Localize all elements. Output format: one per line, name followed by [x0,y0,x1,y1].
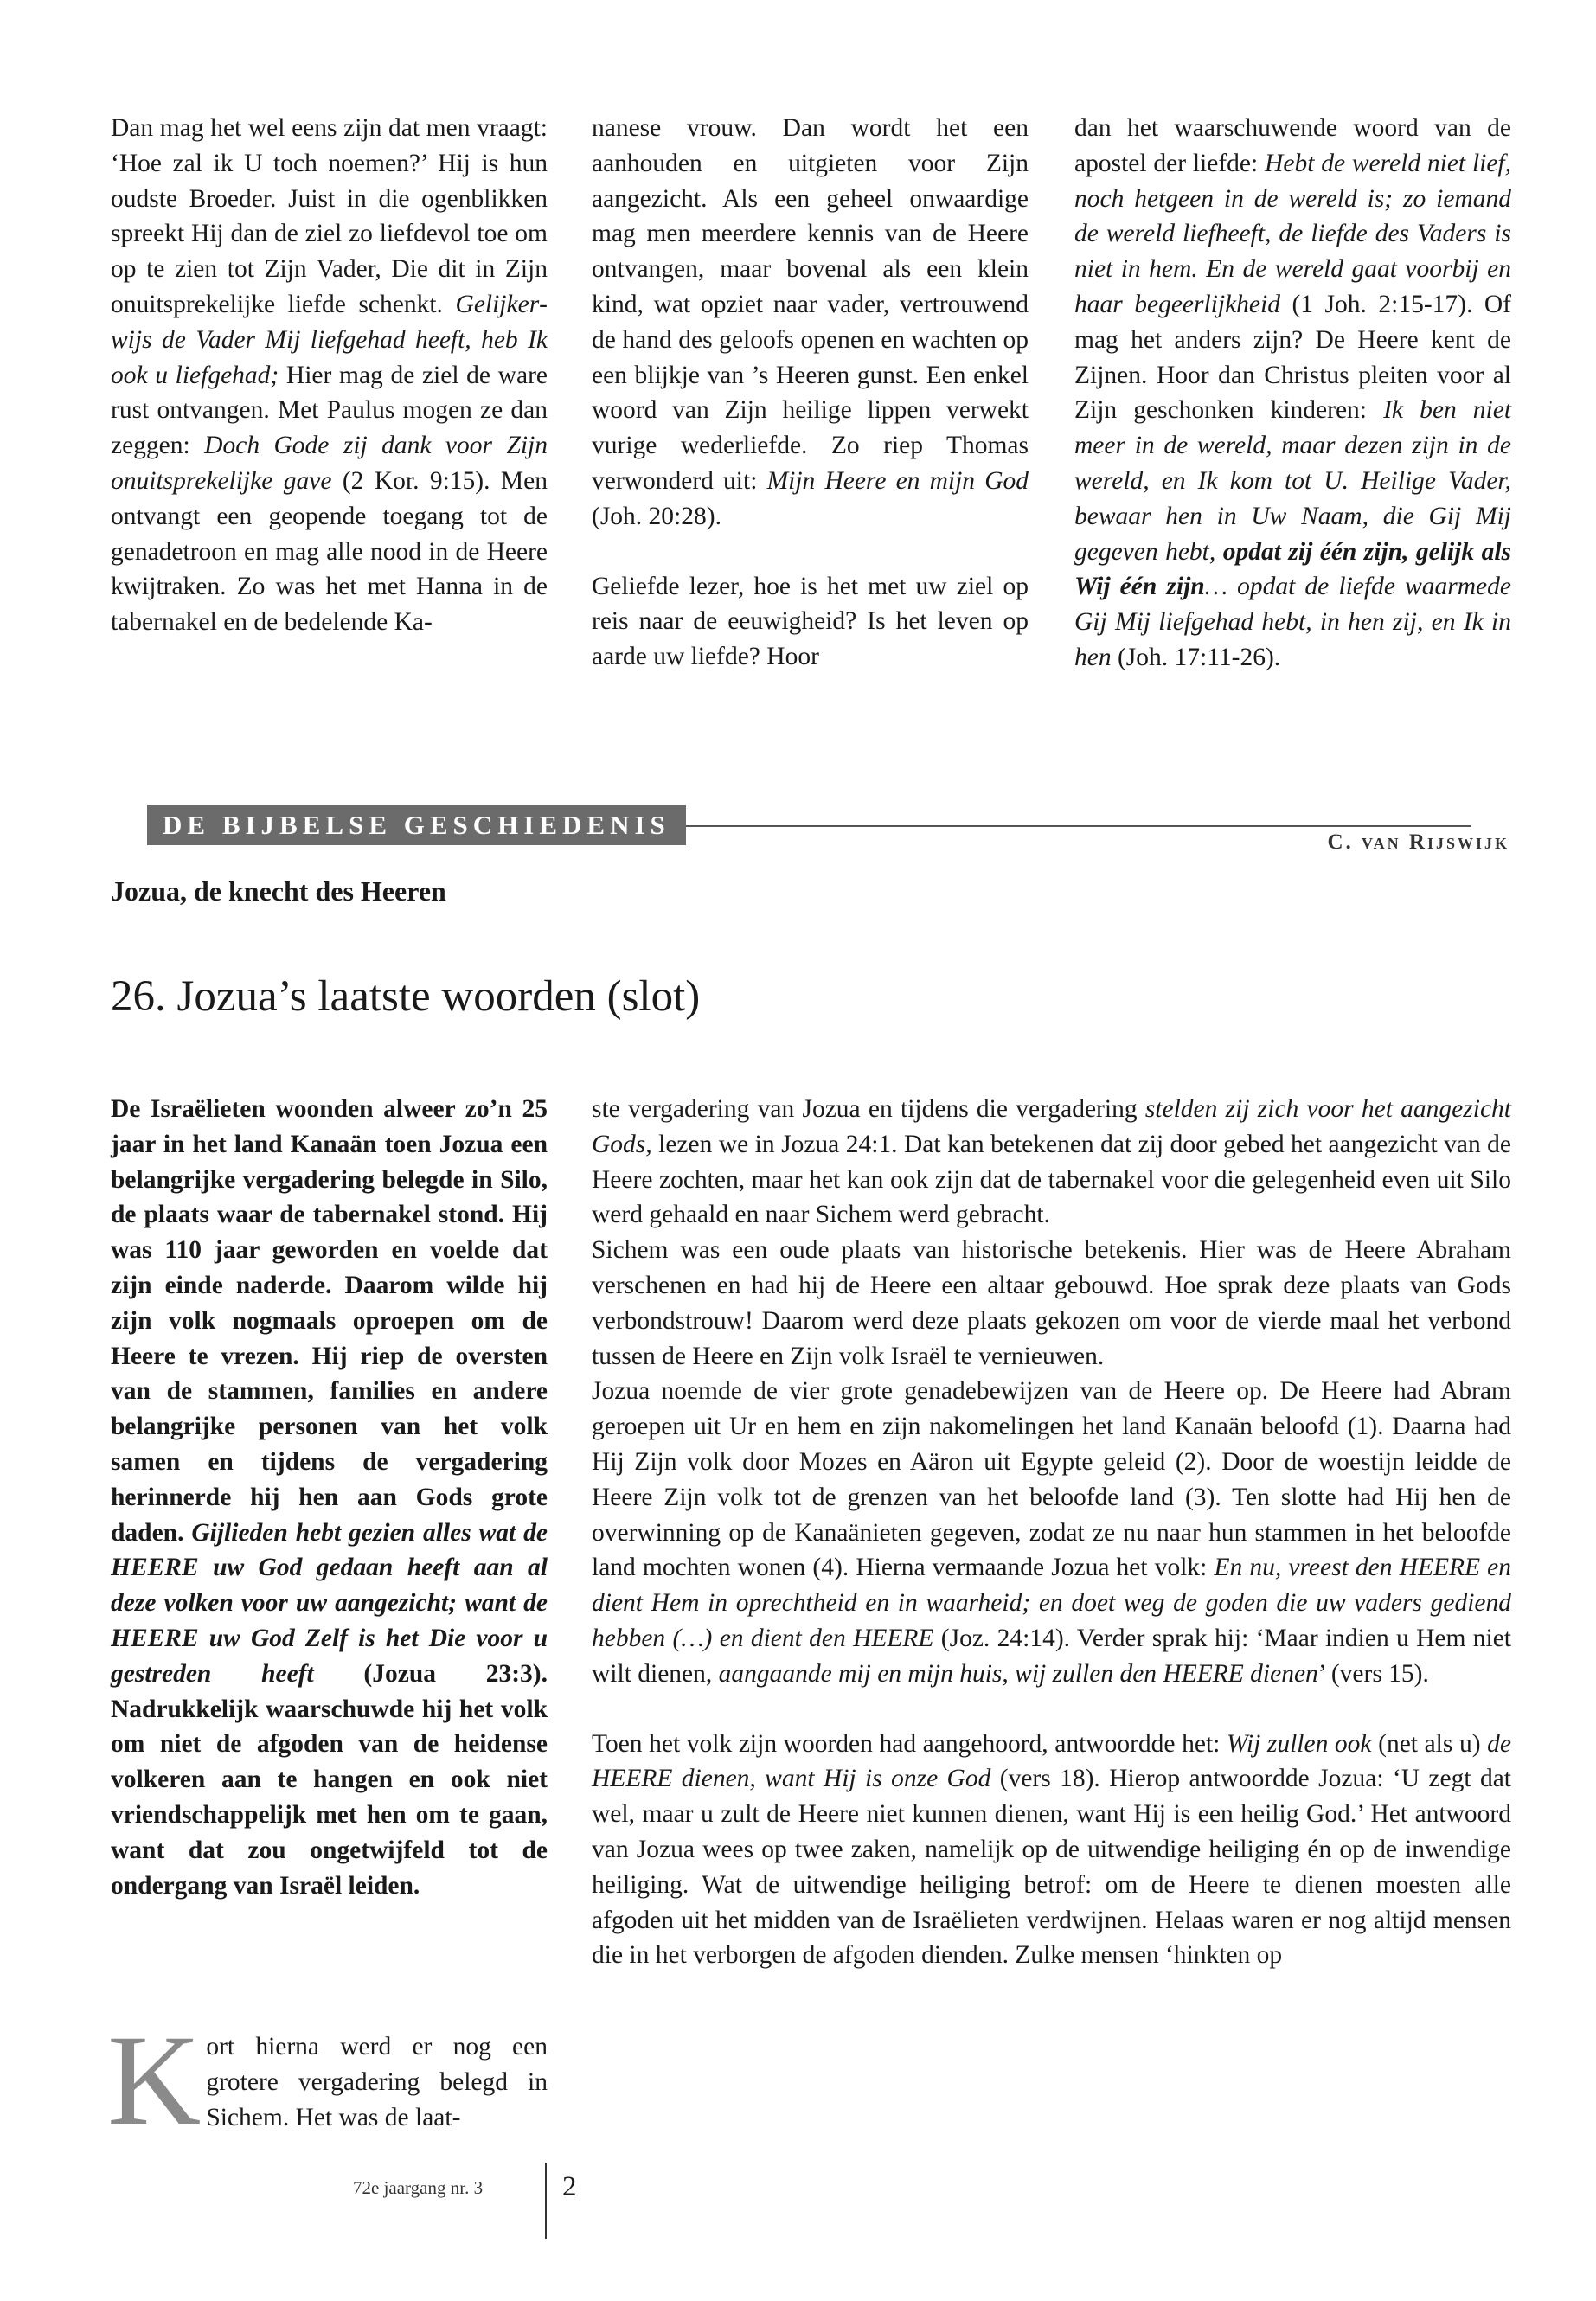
footer-divider [545,2163,547,2239]
paragraph: Sichem was een oude plaats van historische betekenis. Hier was de Heere Abraham verschenen en had hij de Heere een altaar gebouwd. Hoe sprak deze plaats van Gods verbondstrouw! Daarom werd deze plaats gekozen om voor de vierde maal het verbond tussen de Heere en Zijn volk Israël te vernieuwen. [592,1236,1511,1370]
paragraph: Geliefde lezer, hoe is het met uw ziel op reis naar de eeuwigheid? Is het leven op aarde uw liefde? Hoor [592,572,1029,671]
article-lead: De Israëlieten woonden alweer zo’n 25 jaar in het land Kanaän toen Jozua een belangrijke vergadering belegde in Silo, de plaats waar de tabernakel stond. Hij was 110 jaar geworden en voelde dat zijn einde naderde. Daarom wilde hij zijn volk nogmaals oproepen om de Heere te vrezen. Hij riep de oversten van de stammen, families en andere belangrijke personen van het volk samen en tijdens de vergadering herinnerde hij hen aan Gods grote daden. Gijlieden hebt gezien alles wat de HEERE uw God gedaan heeft aan al deze volken voor uw aangezicht; want de HEERE uw God Zelf is het Die voor u gestreden heeft (Jozua 23:3). Nadrukkelijk waarschuwde hij het volk om niet de afgoden van de heidense volkeren aan te hangen en ook niet vriendschappelijk met hen om te gaan, want dat zou ongetwijfeld tot de ondergang van Israël leiden. [111,1095,548,1900]
top-column-3 [1074,111,1511,676]
drop-cap: K [107,2009,202,2152]
top-column-2 [592,111,1029,675]
paragraph: Dan mag het wel eens zijn dat men vraagt: ‘Hoe zal ik U toch noemen?’ Hij is hun oudste Broeder. Juist in die ogenblikken spreekt Hij dan de ziel zo liefdevol toe om op te zien tot Zijn Vader, Die dit in Zijn onuitsprekelijke liefde schenkt. Gelijkerwijs de Vader Mij liefgehad heeft, heb Ik ook u liefgehad; Hier mag de ziel de ware rust ontvangen. Met Paulus mogen ze dan zeggen: Doch Gode zij dank voor Zijn onuitsprekelijke gave (2 Kor. 9:15). Men ontvangt een geopende toegang tot de genadetroon en mag alle nood in de Heere kwijtraken. Zo was het met Hanna in de tabernakel en de bedelende Ka- [111,114,548,637]
paragraph: dan het waarschuwende woord van de apostel der liefde: Hebt de wereld niet lief, noch hetgeen in de wereld is; zo iemand de wereld liefheeft, de liefde des Vaders is niet in hem. En de wereld gaat voorbij en haar begeerlijkheid (1 Joh. 2:15-17). Of mag het anders zijn? De Heere kent de Zijnen. Hoor dan Christus pleiten voor al Zijn geschonken kinderen: Ik ben niet meer in de wereld, maar dezen zijn in de wereld, en Ik kom tot U. Heilige Vader, bewaar hen in Uw Naam, die Gij Mij gegeven hebt, opdat zij één zijn, gelijk als Wij één zijn… opdat de liefde waarmede Gij Mij liefgehad hebt, in hen zij, en Ik in hen (Joh. 17:11-26). [1074,114,1512,671]
dropcap-paragraph: Kort hierna werd er nog een grotere vergadering belegd in Sichem. Het was de laat- [107,2009,548,2152]
top-column-1 [111,111,548,640]
series-title: Jozua, de knecht des Heeren [111,875,446,907]
page-number: 2 [562,2171,577,2202]
article-body [592,1092,1511,1973]
footer-volume: 72e jaargang nr. 3 [353,2177,484,2198]
paragraph: nanese vrouw. Dan wordt het een aanhouden en uitgieten voor Zijn aangezicht. Als een geheel onwaardige mag men meerdere kennis van de Heere ontvangen, maar bovenal als een klein kind, wat opziet naar vader, vertrouwend de hand des geloofs openen en wachten op een blijkje van ’s Heeren gunst. Een enkel woord van Zijn heilige lippen verwekt vurige wederliefde. Zo riep Thomas verwonderd uit: Mijn Heere en mijn God (Joh. 20:28). [592,114,1029,530]
section-tag: DE BIJBELSE GESCHIEDENIS [147,805,686,845]
paragraph: Jozua noemde de vier grote genadebewijzen van de Heere op. De Heere had Abram geroepen uit Ur en hem en zijn nakomelingen het land Kanaän beloofd (1). Daarna had Hij Zijn volk door Mozes en Aäron uit Egypte geleid (2). Door de woestijn leidde de Heere Zijn volk tot de grenzen van het beloofde land (3). Ten slotte had Hij hen de overwinning op de Kanaänieten gegeven, zodat ze nu naar hun stammen in het beloofde land mochten wonen (4). Hierna vermaande Jozua het volk: En nu, vreest den HEERE en dient Hem in oprechtheid en in waarheid; en doet weg de goden die uw vaders gediend hebben (…) en dient den HEERE (Joz. 24:14). Verder sprak hij: ‘Maar indien u Hem niet wilt dienen, aangaande mij en mijn huis, wij zullen den HEERE dienen’ (vers 15). [592,1377,1512,1688]
paragraph: Toen het volk zijn woorden had aangehoord, antwoordde het: Wij zullen ook (net als u) de HEERE dienen, want Hij is onze God (vers 18). Hierop antwoordde Jozua: ‘U zegt dat wel, maar u zult de Heere niet kunnen dienen, want Hij is een heilig God.’ Het antwoord van Jozua wees op twee zaken, namelijk op de uitwendige heiliging én op de inwendige heiliging. Wat de uitwendige heiliging betrof: om de Heere te dienen moesten alle afgoden uit het midden van de Israëlieten verdwijnen. Helaas waren er nog altijd mensen die in het verborgen de afgoden dienden. Zulke mensen ‘hinkten op [592,1729,1511,1970]
paragraph: ste vergadering van Jozua en tijdens die vergadering stelden zij zich voor het aangezicht Gods, lezen we in Jozua 24:1. Dat kan betekenen dat zij door gebed het aangezicht van de Heere zochten, maar het kan ook zijn dat de tabernakel voor die gelegenheid even uit Silo werd gehaald en naar Sichem werd gebracht. [592,1095,1511,1229]
article-title: 26. Jozua’s laatste woorden (slot) [111,972,701,1021]
author-name: C. van Rijswijk [1327,830,1509,854]
